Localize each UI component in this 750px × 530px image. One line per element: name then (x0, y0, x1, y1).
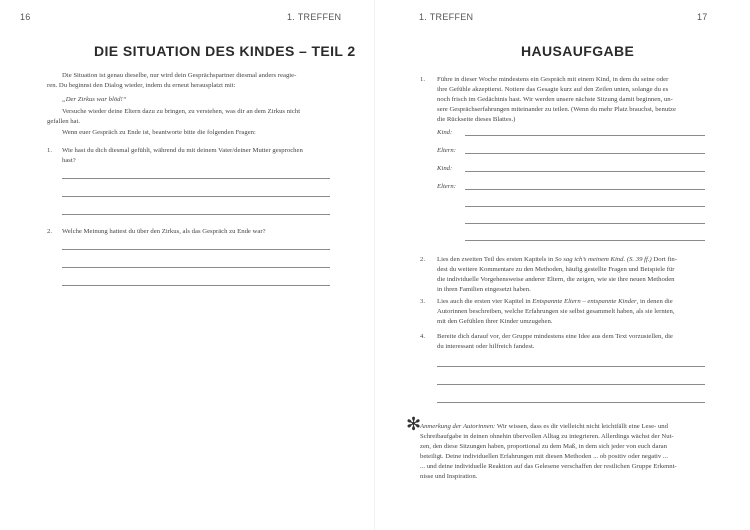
body-line: die Rückseite dieses Blattes.) (437, 116, 516, 123)
page-number: 16 (20, 12, 31, 22)
answer-line[interactable] (437, 402, 705, 403)
item-number: 3. (420, 298, 426, 305)
answer-line[interactable] (62, 178, 330, 179)
dialog-label: Kind: (437, 165, 453, 172)
note-line: Schreibaufgabe in deinen ohnehin übervollen Alltag zu integrieren. Allerdings wächst der Nut- (420, 433, 674, 440)
page-title: DIE SITUATION DES KINDES – TEIL 2 (94, 43, 356, 59)
body-line (437, 255, 737, 265)
book-reference: So sag ich’s meinem Kind. (S. 39 ff.) (554, 256, 652, 263)
running-head: 1. TREFFEN (419, 12, 474, 22)
body-line: Bereite dich darauf vor, der Gruppe mindestens eine Idee aus dem Text vorzustellen, die (437, 333, 673, 340)
body-line (437, 297, 737, 307)
body-text: Lies auch die ersten vier Kapitel in (437, 298, 533, 305)
item-number: 2. (420, 256, 426, 263)
note-label: Anmerkung der Autorinnen: (420, 423, 496, 430)
quote-text: „Der Zirkus war blöd!“ (62, 96, 127, 103)
item-number: 1. (420, 76, 426, 83)
note-line: beteiligt. Deine individuellen Erfahrungen mit diesen Methoden ... ob positiv oder negativ ... (420, 453, 668, 460)
answer-line[interactable] (465, 206, 705, 207)
answer-line[interactable] (465, 171, 705, 172)
body-line: noch frisch im Gedächtnis hast. Wir werden unsere nächste Sitzung damit beginnen, un- (437, 96, 673, 103)
dialog-label: Eltern: (437, 147, 456, 154)
answer-line[interactable] (437, 384, 705, 385)
body-text: Dort fin- (651, 256, 677, 263)
answer-line[interactable] (465, 135, 705, 136)
note-line: ... und deine individuelle Reaktion auf das Gelesene verschaffen der restlichen Gruppe Erkennt- (420, 463, 677, 470)
note-text: Wir wissen, dass es dir vielleicht nicht leichtfällt eine Lese- und (495, 423, 668, 430)
dialog-label: Eltern: (437, 183, 456, 190)
running-head: 1. TREFFEN (287, 12, 342, 22)
answer-line[interactable] (465, 240, 705, 241)
answer-line[interactable] (62, 196, 330, 197)
page-title: HAUSAUFGABE (521, 43, 635, 59)
book-reference: Entspannte Eltern – entspannte Kinder (532, 298, 637, 305)
dialog-label: Kind: (437, 129, 453, 136)
note-line: nisse und Inspiration. (420, 473, 478, 480)
answer-line[interactable] (62, 249, 330, 250)
body-line: Autorinnen beschreiben, welche Erfahrungen sie selbst gesammelt haben, als sie lernten, (437, 308, 675, 315)
answer-line[interactable] (437, 366, 705, 367)
page-number: 17 (697, 12, 708, 22)
body-line: gefallen hat. (47, 118, 81, 125)
intro-line: ren. Du beginnst den Dialog wieder, indem du erneut herausplatzt mit: (47, 82, 236, 89)
question-number: 2. (47, 228, 53, 235)
body-text: , in denen die (636, 298, 673, 305)
question-number: 1. (47, 147, 53, 154)
answer-line[interactable] (465, 223, 705, 224)
item-number: 4. (420, 333, 426, 340)
note-line (420, 422, 740, 432)
body-line: sere Gesprächserfahrungen miteinander zu teilen. (Wenn du mehr Platz brauchst, benutze (437, 106, 676, 113)
right-page (375, 0, 750, 530)
body-line: Versuche wieder deine Eltern dazu zu bringen, zu verstehen, was dir an dem Zirkus nicht (62, 108, 301, 115)
note-line: zen, den diese Sitzungen haben, proportional zu dem Maß, in dem sich jeder von euch daran (420, 443, 667, 450)
body-line: ihre Gefühle akzeptierst. Notiere das Gesagte kurz auf den Zeilen unten, solange du es (437, 86, 669, 93)
intro-line: Die Situation ist genau dieselbe, nur wird dein Gesprächspartner diesmal anders reagie- (62, 72, 297, 79)
body-line: Wenn euer Gespräch zu Ende ist, beantworte bitte die folgenden Fragen: (62, 129, 256, 136)
answer-line[interactable] (465, 153, 705, 154)
body-line: die individuelle Vorgehensweise anderer Eltern, die zeigen, wie sie ihre neuen Methoden (437, 276, 675, 283)
answer-line[interactable] (465, 189, 705, 190)
question-text: hast? (62, 157, 76, 164)
asterisk-icon: ✻ (406, 414, 422, 435)
question-text: Wie hast du dich diesmal gefühlt, während du mit deinem Vater/deiner Mutter gesprochen (62, 147, 303, 154)
body-text: Lies den zweiten Teil des ersten Kapitels in (437, 256, 555, 263)
question-text: Welche Meinung hattest du über den Zirkus, als das Gespräch zu Ende war? (62, 228, 266, 235)
answer-line[interactable] (62, 214, 330, 215)
answer-line[interactable] (62, 285, 330, 286)
body-line: dest du weitere Kommentare zu den Methoden, häufig gestellte Fragen und Beispiele für (437, 266, 675, 273)
answer-line[interactable] (62, 267, 330, 268)
body-line: Führe in dieser Woche mindestens ein Gespräch mit einem Kind, in dem du seine oder (437, 76, 669, 83)
body-line: du interessant oder hilfreich fandest. (437, 343, 535, 350)
body-line: in ihren Familien eingesetzt haben. (437, 286, 531, 293)
body-line: mit den Gefühlen ihrer Kinder umzugehen. (437, 318, 553, 325)
